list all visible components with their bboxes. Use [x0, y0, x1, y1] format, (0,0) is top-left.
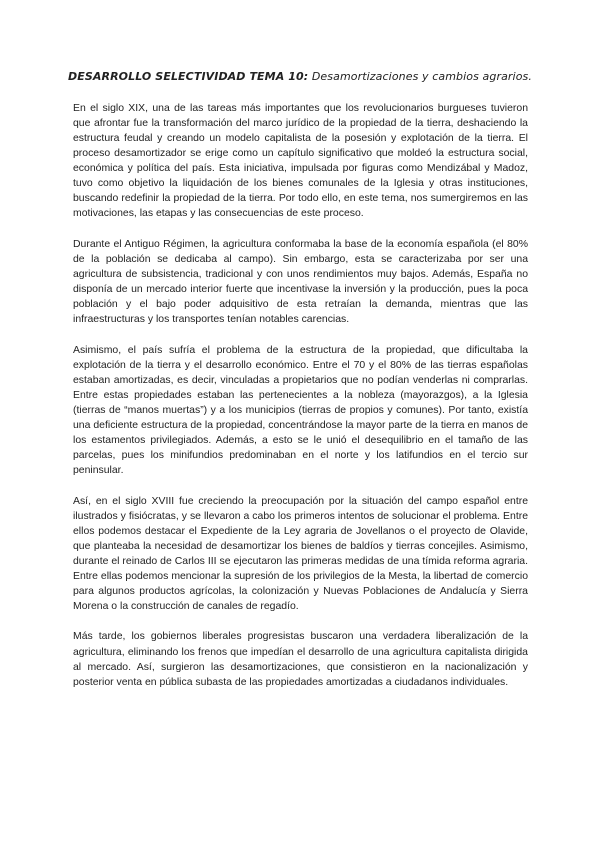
document-title — [0, 70, 600, 83]
paragraph-2: Durante el Antiguo Régimen, la agricultura conformaba la base de la economía española (el 80% de la población se dedicaba al campo). Sin embargo, esta se caracterizaba por ser una agricultura de subsistencia, tradicional y con unos rendimientos muy bajos. Además, España no disponía de un mercado interior fuerte que incentivase la inversión y la producción, pues la poca población y el bajo poder adquisitivo de esta retraían la demanda, mientras que las infraestructuras y los transportes tenían notables carencias. — [73, 238, 528, 326]
paragraph-1: En el siglo XIX, una de las tareas más importantes que los revolucionarios burgueses tuvieron que afrontar fue la transformación del marco jurídico de la propiedad de la tierra, deshaciendo la estructura feudal y creando un modelo capitalista de la posesión y explotación de la tierra. El proceso desamortizador se erige como un capítulo significativo que moldeó la estructura social, económica y política del país. Esta iniciativa, impulsada por figuras como Mendizábal y Madoz, tuvo como objetivo la liquidación de los bienes comunales de la Iglesia y otras instituciones, buscando redefinir la propiedad de la tierra. Por todo ello, en este tema, nos sumergiremos en las motivaciones, las etapas y las consecuencias de este proceso. — [73, 103, 528, 220]
title-topic: DESARROLLO SELECTIVIDAD TEMA 10: — [68, 70, 309, 83]
paragraph-3: Asimismo, el país sufría el problema de la estructura de la propiedad, que dificultaba la explotación de la tierra y el desarrollo económico. Entre el 70 y el 80% de las tierras españolas estaban amortizadas, es decir, vinculadas a propietarios que no podían venderlas ni comprarlas. Entre estas propiedades estaban las pertenecientes a la nobleza (mayorazgos), a la Iglesia (tierras de “manos muertas”) y a los municipios (tierras de propios y comunes). Por tanto, existía una deficiente estructura de la propiedad, concentrándose la mayor parte de la tierra en manos de los estamentos privilegiados. Además, a esto se le unió el desequilibrio en el tamaño de las parcelas, pues los minifundios predominaban en el norte y los latifundios en el tercio sur peninsular. — [73, 344, 528, 477]
title-subject: Desamortizaciones y cambios agrarios. — [308, 70, 532, 83]
paragraph-4: Así, en el siglo XVIII fue creciendo la preocupación por la situación del campo español entre ilustrados y fisiócratas, y se llevaron a cabo los primeros intentos de solucionar el problema. Entre ellos podemos destacar el Expediente de la Ley agraria de Jovellanos o el proyecto de Olavide, que planteaba la necesidad de desamortizar los bienes de baldíos y tierras concejiles. Asimismo, durante el reinado de Carlos III se ejecutaron las primeras medidas de una tímida reforma agraria. Entre ellas podemos mencionar la supresión de los privilegios de la Mesta, la libertad de comercio para algunos productos agrícolas, la colonización y Nuevas Poblaciones de Andalucía y Sierra Morena o la construcción de canales de regadío. — [73, 495, 528, 612]
document-body — [73, 101, 528, 705]
paragraph-5: Más tarde, los gobiernos liberales progresistas buscaron una verdadera liberalización de la agricultura, eliminando los frenos que impedían el desarrollo de una agricultura capitalista dirigida al mercado. Así, surgieron las desamortizaciones, que consistieron en la nacionalización y posterior venta en pública subasta de las propiedades amortizadas a ciudadanos individuales. — [73, 631, 528, 688]
